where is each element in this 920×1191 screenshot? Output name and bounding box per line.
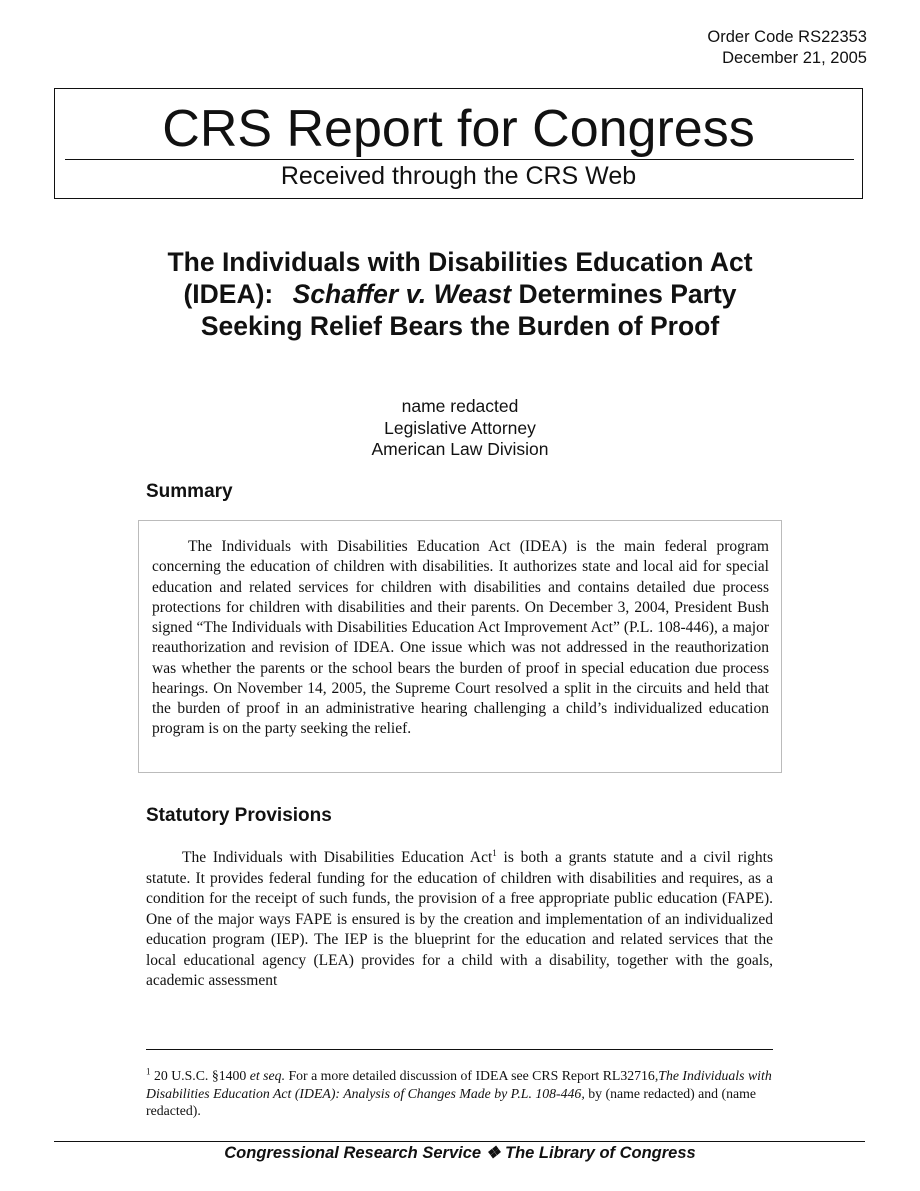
report-date: December 21, 2005 bbox=[722, 49, 867, 67]
summary-text: The Individuals with Disabilities Education Act (IDEA) is the main federal program concerning the education of children with disabilities. It authorizes state and local aid for special education and related services for children with disabilities and contains detailed due process protections for children with disabilities and their parents. On December 3, 2004, President Bush signed “The Individuals with Disabilities Education Act Improvement Act” (P.L. 108-446), a major reauthorization and revision of IDEA. One issue which was not addressed in the reauthorization was whether the parents or the school bears the burden of proof in special education due process hearings. On November 14, 2005, the Supreme Court resolved a split in the circuits and held that the burden of proof in an administrative hearing challenging a child’s individualized education program is on the party seeking the relief. bbox=[152, 538, 769, 738]
footnote-text-c: by (name redacted) and (name redacted). bbox=[146, 1085, 757, 1118]
report-title-case: Schaffer v. Weast bbox=[292, 279, 512, 309]
order-block bbox=[707, 27, 867, 69]
footnote-report-title: The Individuals with Disabilities Education Act (IDEA): Analysis of Changes Made by P.L. 108-446, bbox=[146, 1068, 772, 1101]
author-block bbox=[260, 396, 660, 461]
summary-box bbox=[138, 520, 782, 773]
footnote-rule bbox=[146, 1049, 773, 1050]
order-code: Order Code RS22353 bbox=[707, 28, 867, 46]
summary-heading: Summary bbox=[146, 481, 233, 502]
author-position: Legislative Attorney bbox=[384, 417, 536, 438]
statutory-text bbox=[146, 848, 773, 992]
statutory-heading: Statutory Provisions bbox=[146, 805, 332, 826]
statutory-text-after-note: is both a grants statute and a civil rights statute. It provides federal funding for the education of children with disabilities and requires, as a condition for the receipt of such funds, the provision of a free appropriate public education (FAPE). One of the major ways FAPE is ensured is by the creation and implementation of an individualized education program (IEP). The IEP is the blueprint for the education and related services that the local educational agency (LEA) provides for a child with a disability, together with the goals, academic assessment bbox=[146, 849, 773, 989]
footer-rule bbox=[54, 1141, 865, 1142]
masthead-rule bbox=[65, 159, 854, 160]
report-title bbox=[140, 246, 780, 342]
footnote bbox=[146, 1067, 773, 1120]
statutory-text-before-note: The Individuals with Disabilities Education Act bbox=[182, 849, 493, 866]
footnote-marker: 1 bbox=[146, 1066, 151, 1077]
footnote-text-b: For a more detailed discussion of IDEA see CRS Report RL32716, bbox=[285, 1068, 659, 1083]
footnote-text-a: 20 U.S.C. §1400 bbox=[150, 1068, 250, 1083]
report-title-part2: Determines Party Seeking Relief Bears the Burden of Proof bbox=[200, 279, 737, 341]
author-name: name redacted bbox=[401, 396, 519, 416]
footnote-et-seq: et seq. bbox=[249, 1068, 286, 1083]
masthead-subtitle: Received through the CRS Web bbox=[280, 162, 637, 190]
masthead-title: CRS Report for Congress bbox=[162, 100, 755, 158]
footer-line: Congressional Research Service ❖ The Library of Congress bbox=[224, 1144, 696, 1162]
report-title-part1: The Individuals with Disabilities Education Act (IDEA): bbox=[167, 247, 753, 309]
footnote-reference[interactable]: 1 bbox=[492, 847, 497, 858]
masthead bbox=[54, 88, 863, 199]
author-division: American Law Division bbox=[371, 439, 549, 459]
